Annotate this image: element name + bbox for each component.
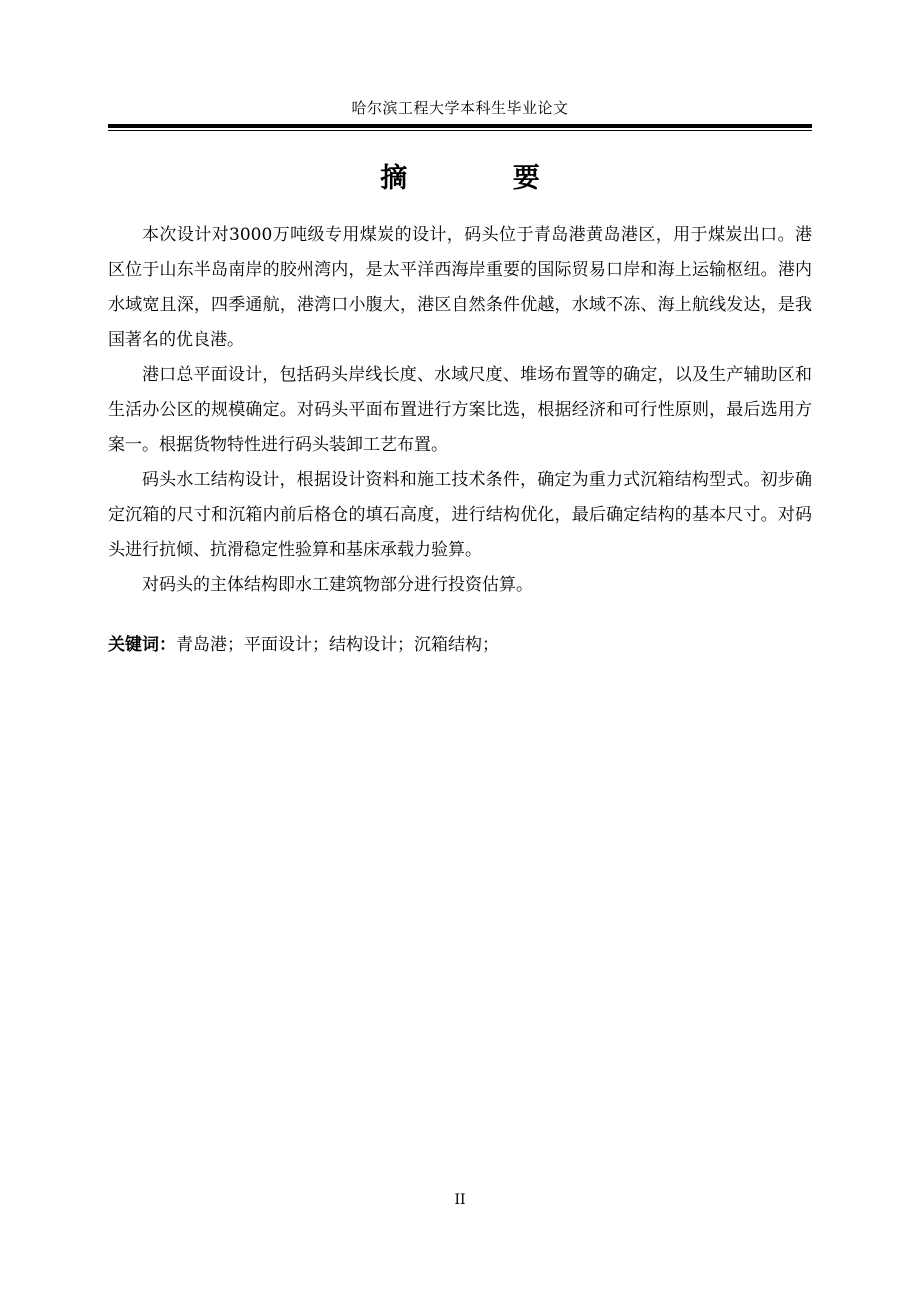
page-number: II — [454, 1192, 466, 1208]
abstract-paragraph-2: 港口总平面设计，包括码头岸线长度、水域尺度、堆场布置等的确定，以及生产辅助区和生活办公区的规模确定。对码头平面布置进行方案比选，根据经济和可行性原则，最后选用方案一。根据货物特性进行码头装卸工艺布置。 — [108, 365, 812, 455]
running-header: 哈尔滨工程大学本科生毕业论文 — [351, 99, 569, 117]
keywords-line — [108, 628, 812, 663]
abstract-title: 摘 要 — [380, 163, 588, 194]
abstract-body — [108, 218, 812, 603]
keywords-text: 青岛港；平面设计；结构设计；沉箱结构； — [176, 635, 499, 655]
abstract-paragraph-4: 对码头的主体结构即水工建筑物部分进行投资估算。 — [142, 575, 533, 595]
header-rule-thin — [108, 130, 812, 131]
header-rule-thick — [108, 124, 812, 128]
keywords-label: 关键词： — [108, 635, 176, 655]
abstract-paragraph-3: 码头水工结构设计，根据设计资料和施工技术条件，确定为重力式沉箱结构型式。初步确定沉箱的尺寸和沉箱内前后格仓的填石高度，进行结构优化，最后确定结构的基本尺寸。对码头进行抗倾、抗滑稳定性验算和基床承载力验算。 — [108, 470, 812, 560]
abstract-paragraph-1: 本次设计对3000万吨级专用煤炭的设计，码头位于青岛港黄岛港区，用于煤炭出口。港区位于山东半岛南岸的胶州湾内，是太平洋西海岸重要的国际贸易口岸和海上运输枢纽。港内水域宽且深，四季通航，港湾口小腹大，港区自然条件优越，水域不冻、海上航线发达，是我国著名的优良港。 — [108, 225, 812, 350]
